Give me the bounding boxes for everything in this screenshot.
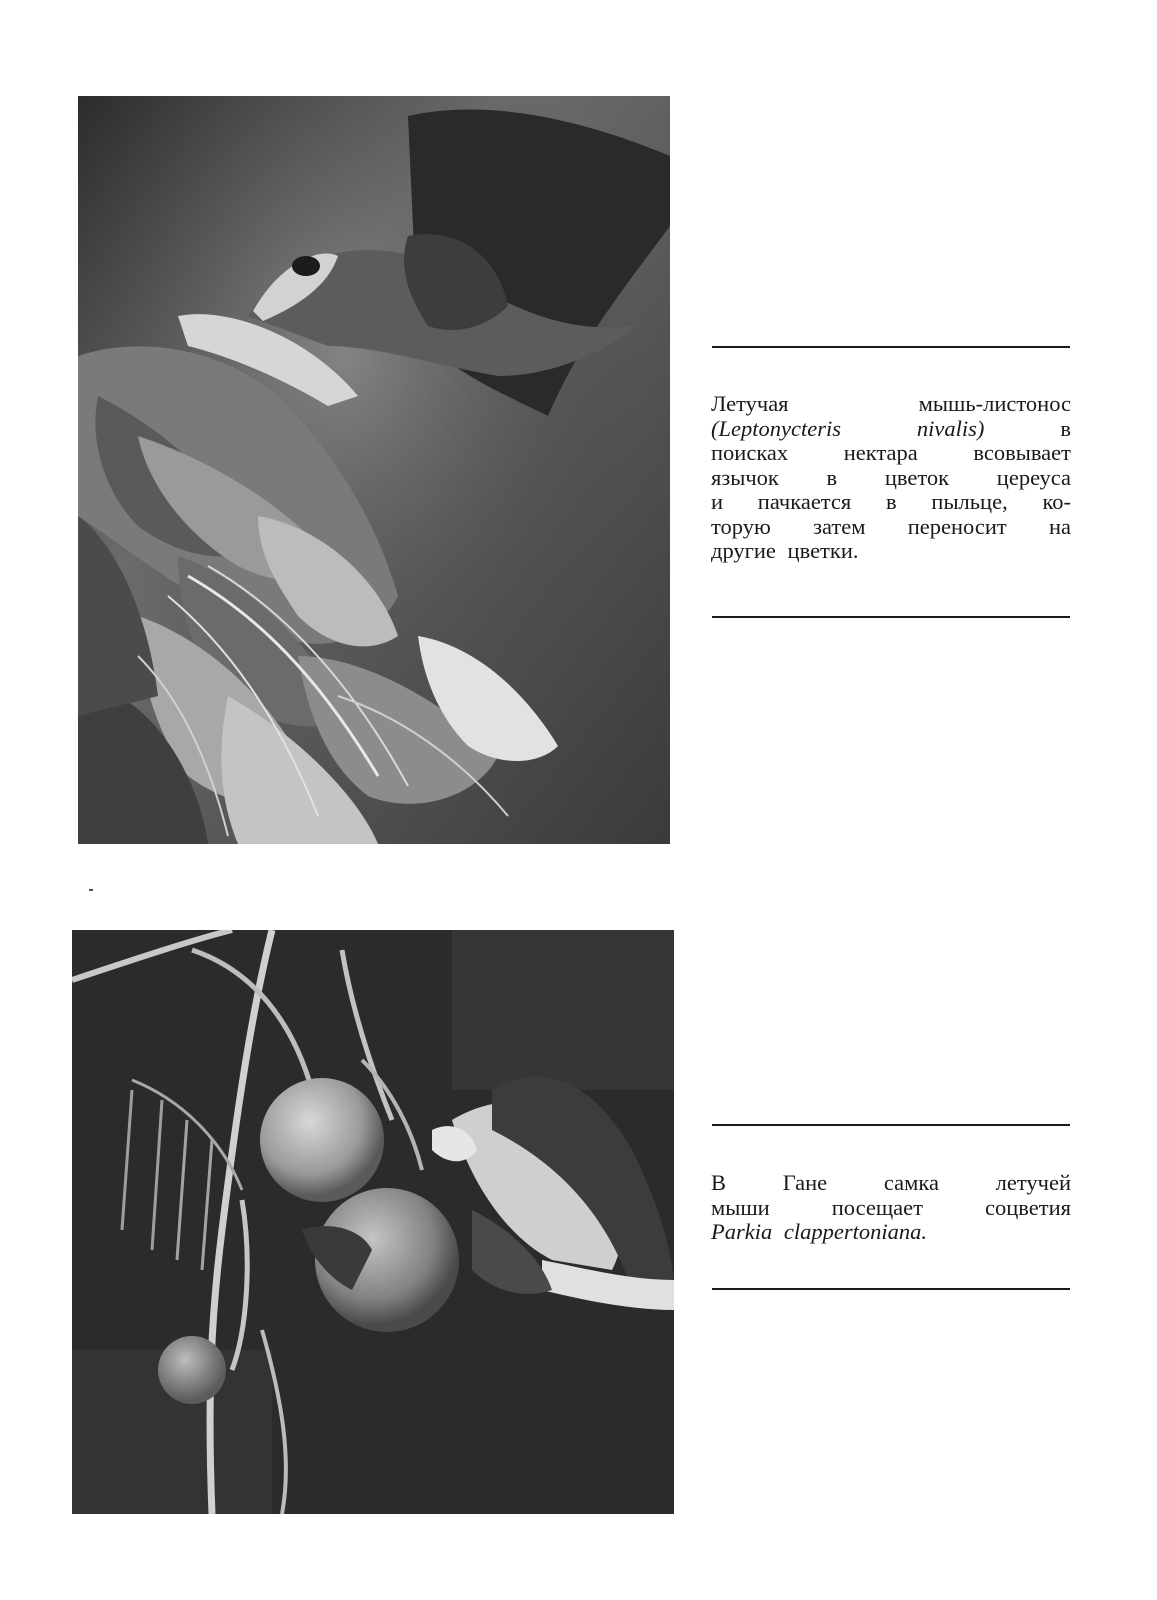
caption-bottom-line-2: мыши посещает соцветия bbox=[711, 1194, 1071, 1220]
scan-speck bbox=[89, 889, 93, 891]
caption-bat-cereus bbox=[711, 392, 1071, 564]
photo-bat-cereus-flower bbox=[78, 96, 670, 844]
caption-bottom-line-1: В Гане самка летучей bbox=[711, 1170, 1071, 1195]
caption-top-line-1: Летучая мышь-листонос bbox=[711, 391, 1071, 416]
caption-top-line-2 bbox=[711, 417, 1071, 442]
caption-top-rule-lower bbox=[712, 616, 1070, 618]
caption-top-line-4: язычок в цветок цереуса bbox=[711, 464, 1071, 490]
caption-top-line-2-tail: в bbox=[1060, 415, 1071, 441]
caption-bat-parkia bbox=[711, 1171, 1071, 1245]
caption-top-line-3: поисках нектара всовывает bbox=[711, 440, 1071, 465]
photo-bat-parkia bbox=[72, 930, 674, 1514]
caption-top-line-7: другие цветки. bbox=[711, 538, 859, 563]
photo-bat-cereus-flower-image bbox=[78, 96, 670, 844]
caption-top-line-5: и пачкается в пыльце, ко- bbox=[711, 489, 1071, 514]
caption-bottom-rule-lower bbox=[712, 1288, 1070, 1290]
caption-bottom-line-3 bbox=[711, 1220, 1071, 1245]
photo-bat-parkia-image bbox=[72, 930, 674, 1514]
caption-top-scientific-name: (Leptonycteris nivalis) bbox=[711, 415, 985, 441]
caption-top-line-6: торую затем переносит на bbox=[711, 513, 1071, 539]
caption-bottom-scientific-name: Parkia clappertoniana. bbox=[711, 1219, 927, 1244]
caption-bottom-rule-upper bbox=[712, 1124, 1070, 1126]
caption-top-rule-upper bbox=[712, 346, 1070, 348]
